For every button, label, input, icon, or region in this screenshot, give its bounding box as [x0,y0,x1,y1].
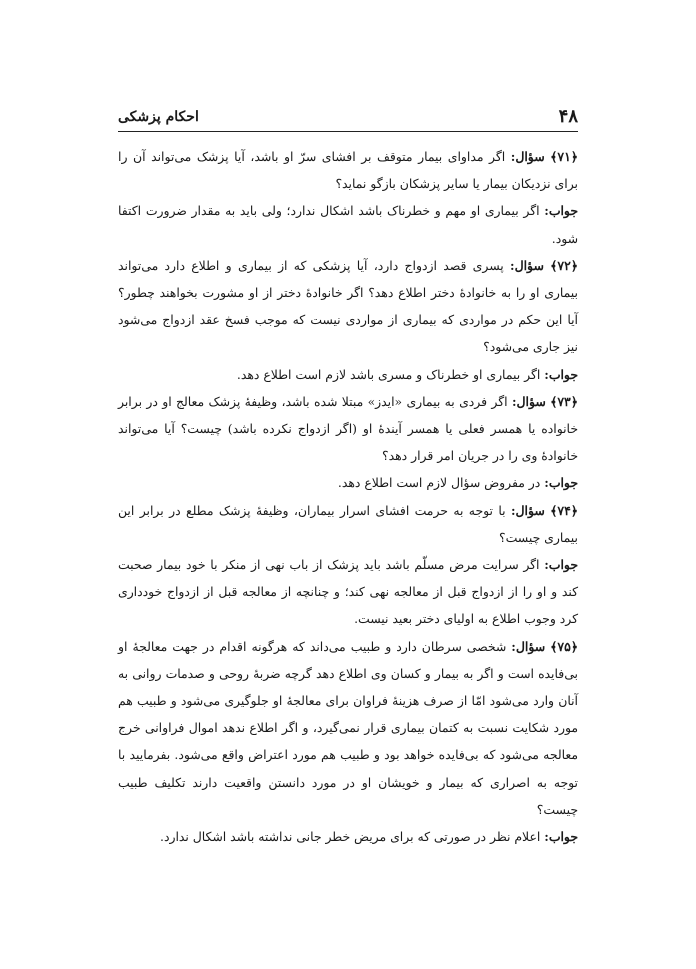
header-rule [118,131,578,132]
page-body [118,143,578,850]
question-number: ﴿۷۱﴾ [550,149,578,164]
question-73 [118,388,578,470]
answer-text: اعلام نظر در صورتی که برای مریض خطر جانی نداشته باشد اشکال ندارد. [160,829,541,845]
question-label: سؤال: [510,502,545,518]
answer-label: جواب: [544,203,578,219]
question-label: سؤال: [511,638,546,654]
question-number: ﴿۷۵﴾ [550,638,578,654]
question-label: سؤال: [510,149,545,164]
answer-text: اگر بیماری او خطرناک و مسری باشد لازم است اطلاع دهد. [236,366,541,382]
answer-label: جواب: [544,366,578,382]
question-text: با توجه به حرمت افشای اسرار بیماران، وظیفهٔ پزشک مطلع در برابر این بیماری چیست؟ [118,502,578,545]
answer-75 [118,823,578,850]
answer-label: جواب: [544,557,578,573]
answer-label: جواب: [544,829,578,845]
question-75 [118,633,578,823]
answer-text: اگر بیماری او مهم و خطرناک باشد اشکال ندارد؛ ولی باید به مقدار ضرورت اکتفا شود. [118,203,578,246]
question-71 [118,143,578,197]
answer-72 [118,361,578,388]
question-text: اگر مداوای بیمار متوقف بر افشای سرّ او باشد، آیا پزشک می‌تواند آن را برای نزدیکان بیمار یا سایر پزشکان بازگو نماید؟ [118,149,578,192]
question-number: ﴿۷۴﴾ [550,502,578,518]
question-text: پسری قصد ازدواج دارد، آیا پزشکی که از بیماری و اطلاع دارد می‌تواند بیماری او را به خانوادهٔ دختر اطلاع دهد؟ اگر خانوادهٔ دختر از او مشورت بخواهند چطور؟ آیا این حکم در مواردی که بیماری از مواردی نیست که موجب فسخ عقد ازدواج می‌شود نیز جاری می‌شود؟ [118,257,578,355]
question-72 [118,252,578,361]
answer-74 [118,551,578,633]
page-number: ۴۸ [558,106,578,127]
question-label: سؤال: [511,393,546,409]
answer-73 [118,469,578,496]
question-number: ﴿۷۳﴾ [550,393,578,409]
question-74 [118,497,578,551]
question-number: ﴿۷۲﴾ [550,257,578,273]
running-title: احکام پزشکی [118,109,199,125]
question-text: اگر فردی به بیماری «ایدز» مبتلا شده باشد، وظیفهٔ پزشک معالج او در برابر خانواده یا همسر فعلی یا همسر آیندهٔ او (اگر ازدواج نکرده باشد) چیست؟ آیا می‌تواند خانوادهٔ وی را در جریان امر قرار دهد؟ [118,393,578,464]
question-label: سؤال: [510,257,544,273]
page-header [118,100,578,126]
answer-text: در مفروض سؤال لازم است اطلاع دهد. [337,475,541,491]
answer-71 [118,197,578,251]
answer-label: جواب: [544,475,578,491]
question-text: شخصی سرطان دارد و طبیب می‌داند که هرگونه اقدام در جهت معالجهٔ او بی‌فایده است و اگر به بیمار و کسان وی اطلاع دهد گرچه ضربهٔ روحی و صدمات روانی به آنان وارد می‌شود امّا از صرف هزینهٔ فراوان برای معالجهٔ او جلوگیری می‌شود و طبیب هم مورد شکایت نسبت به کتمان بیماری قرار نمی‌گیرد، و اگر اطلاع ندهد اموال فراوانی خرج معالجه می‌شود که بی‌فایده خواهد بود و طبیب هم مورد اعتراض واقع می‌شود. بفرمایید با توجه به اصراری که بیمار و خویشان او در مورد دانستن واقعیت دارند تکلیف طبیب چیست؟ [118,638,578,817]
answer-text: اگر سرایت مرض مسلّم باشد باید پزشک از باب نهی از منکر با خود بیمار صحبت کند و او را از ازدواج قبل از معالجه نهی کند؛ و چنانچه از معالجه قبل از ازدواج خودداری کرد وجوب اطلاع به اولیای دختر بعید نیست. [118,557,578,627]
